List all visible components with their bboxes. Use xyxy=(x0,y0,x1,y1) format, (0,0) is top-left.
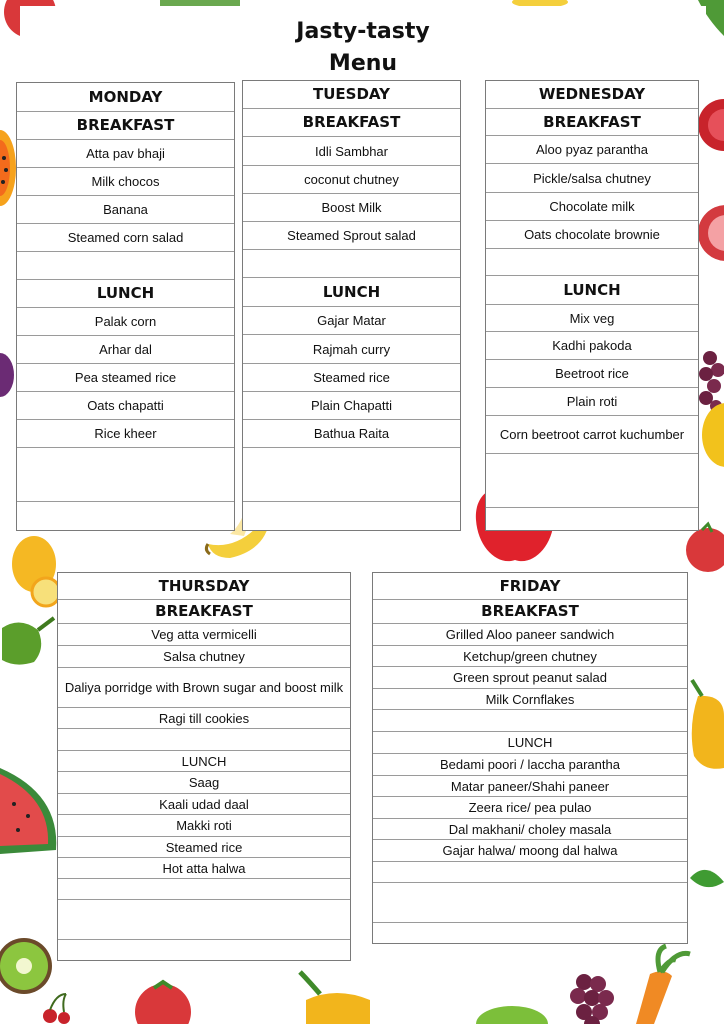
empty-row xyxy=(58,879,350,900)
breakfast-item: Aloo pyaz parantha xyxy=(486,136,698,164)
empty-row xyxy=(58,940,350,960)
lunch-item: Plain roti xyxy=(486,388,698,416)
pomegranate-icon xyxy=(696,196,724,270)
lunch-item: Dal makhani/ choley masala xyxy=(373,819,687,840)
breakfast-item: Milk Cornflakes xyxy=(373,689,687,710)
lunch-item: Plain Chapatti xyxy=(243,392,460,420)
breakfast-item: Ragi till cookies xyxy=(58,708,350,729)
menu-title-line2: Menu xyxy=(328,51,398,76)
breakfast-heading: BREAKFAST xyxy=(17,112,234,140)
lunch-heading: LUNCH xyxy=(373,732,687,754)
empty-row xyxy=(243,502,460,530)
lunch-heading: LUNCH xyxy=(17,280,234,308)
lunch-item: Rajmah curry xyxy=(243,335,460,364)
lunch-item: Bedami poori / laccha parantha xyxy=(373,754,687,776)
menu-title xyxy=(20,6,706,76)
lunch-item: Rice kheer xyxy=(17,420,234,448)
menu-title-line1: Jasty-tasty xyxy=(296,19,430,44)
lunch-item: Bathua Raita xyxy=(243,420,460,448)
breakfast-heading: BREAKFAST xyxy=(486,109,698,136)
pomegranate-icon xyxy=(696,90,724,160)
grapes-icon xyxy=(564,968,624,1024)
lunch-item: Hot atta halwa xyxy=(58,858,350,879)
lunch-item: Gajar Matar xyxy=(243,307,460,335)
empty-row xyxy=(243,448,460,502)
empty-row xyxy=(243,250,460,278)
day-heading: WEDNESDAY xyxy=(486,81,698,109)
lunch-item: Kadhi pakoda xyxy=(486,332,698,360)
lemon-icon xyxy=(700,400,724,470)
day-table-tuesday xyxy=(242,80,461,531)
lemon-icon xyxy=(6,530,64,608)
cherry-icon xyxy=(40,992,74,1024)
empty-row xyxy=(17,252,234,280)
breakfast-item: Oats chocolate brownie xyxy=(486,221,698,249)
breakfast-item: Banana xyxy=(17,196,234,224)
lunch-item: Steamed rice xyxy=(243,364,460,392)
lunch-heading: LUNCH xyxy=(486,276,698,305)
day-table-friday xyxy=(372,572,688,944)
breakfast-item: Ketchup/green chutney xyxy=(373,646,687,667)
tomato-icon xyxy=(132,978,194,1024)
lunch-item: Mix veg xyxy=(486,305,698,332)
lunch-item: Steamed rice xyxy=(58,837,350,858)
empty-row xyxy=(486,508,698,530)
pepper-icon xyxy=(296,970,376,1024)
empty-row xyxy=(486,249,698,276)
eggplant-icon xyxy=(0,352,16,398)
empty-row xyxy=(373,710,687,732)
lunch-item: Gajar halwa/ moong dal halwa xyxy=(373,840,687,862)
pepper-icon xyxy=(0,608,58,670)
leaf-icon xyxy=(690,864,724,894)
empty-row xyxy=(58,900,350,940)
day-heading: MONDAY xyxy=(17,83,234,112)
breakfast-item: Salsa chutney xyxy=(58,646,350,668)
day-table-wednesday xyxy=(485,80,699,531)
breakfast-item: Daliya porridge with Brown sugar and boost milk xyxy=(58,668,350,708)
day-heading: FRIDAY xyxy=(373,573,687,600)
breakfast-item: Boost Milk xyxy=(243,194,460,222)
empty-row xyxy=(58,729,350,751)
breakfast-item: Chocolate milk xyxy=(486,193,698,221)
lunch-item: Saag xyxy=(58,772,350,794)
lunch-item: Corn beetroot carrot kuchumber xyxy=(486,416,698,454)
lunch-heading: LUNCH xyxy=(243,278,460,307)
breakfast-item: Atta pav bhaji xyxy=(17,140,234,168)
lunch-item: Oats chapatti xyxy=(17,392,234,420)
lunch-item: Beetroot rice xyxy=(486,360,698,388)
breakfast-item: Veg atta vermicelli xyxy=(58,624,350,646)
breakfast-item: Green sprout peanut salad xyxy=(373,667,687,689)
breakfast-item: Steamed Sprout salad xyxy=(243,222,460,250)
day-heading: THURSDAY xyxy=(58,573,350,600)
breakfast-item: Grilled Aloo paneer sandwich xyxy=(373,624,687,646)
apple-icon xyxy=(472,1000,552,1024)
day-heading: TUESDAY xyxy=(243,81,460,109)
lunch-heading: LUNCH xyxy=(58,751,350,772)
breakfast-heading: BREAKFAST xyxy=(243,109,460,137)
empty-row xyxy=(373,883,687,923)
breakfast-heading: BREAKFAST xyxy=(58,600,350,624)
watermelon-icon xyxy=(0,764,60,860)
day-table-thursday xyxy=(57,572,351,961)
carrot-icon xyxy=(624,944,696,1024)
empty-row xyxy=(373,862,687,883)
lunch-item: Makki roti xyxy=(58,815,350,837)
breakfast-item: Pickle/salsa chutney xyxy=(486,164,698,193)
empty-row xyxy=(17,502,234,530)
day-table-monday xyxy=(16,82,235,531)
breakfast-item: Idli Sambhar xyxy=(243,137,460,166)
lunch-item: Kaali udad daal xyxy=(58,794,350,815)
empty-row xyxy=(373,923,687,943)
lunch-item: Palak corn xyxy=(17,308,234,336)
lunch-item: Zeera rice/ pea pulao xyxy=(373,797,687,819)
empty-row xyxy=(17,448,234,502)
lunch-item: Pea steamed rice xyxy=(17,364,234,392)
breakfast-item: Milk chocos xyxy=(17,168,234,196)
empty-row xyxy=(486,454,698,508)
breakfast-item: Steamed corn salad xyxy=(17,224,234,252)
lunch-item: Arhar dal xyxy=(17,336,234,364)
lunch-item: Matar paneer/Shahi paneer xyxy=(373,776,687,797)
pepper-icon xyxy=(686,676,724,772)
breakfast-heading: BREAKFAST xyxy=(373,600,687,624)
breakfast-item: coconut chutney xyxy=(243,166,460,194)
